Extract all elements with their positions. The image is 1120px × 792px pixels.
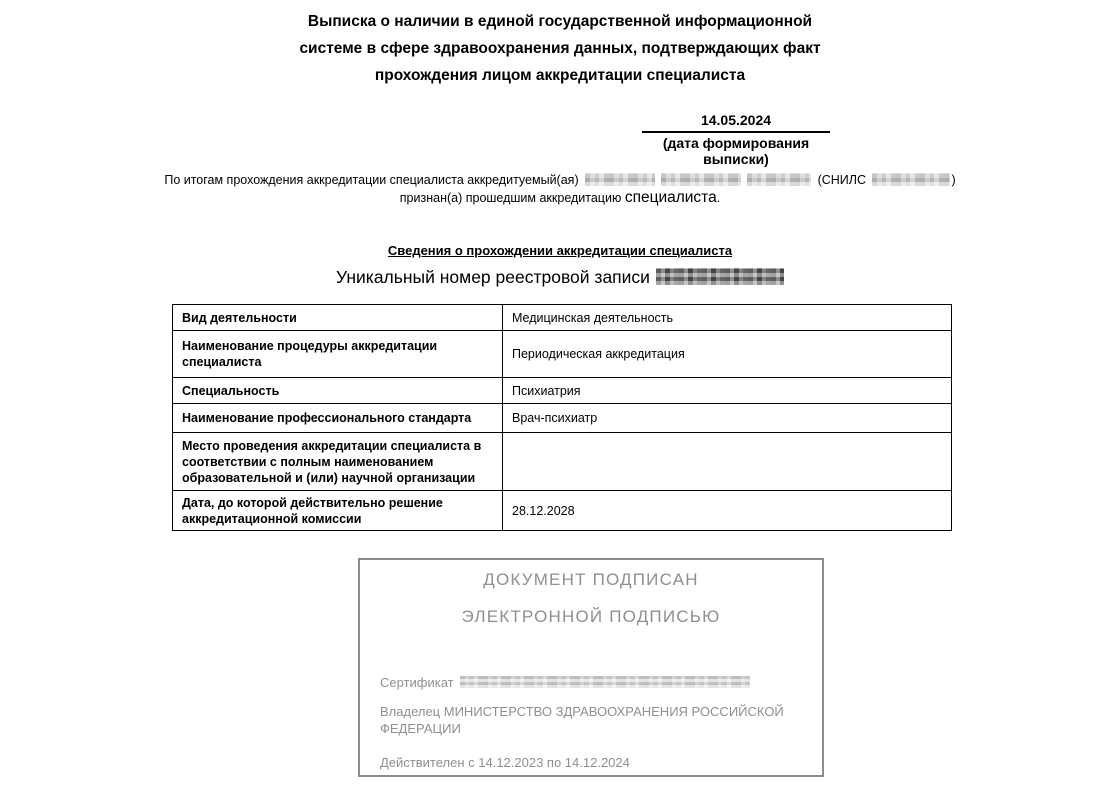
redacted-registry-number: [656, 268, 784, 285]
table-row: [173, 331, 952, 378]
intro-line1: [0, 172, 1120, 189]
signature-header-line2: ЭЛЕКТРОННОЙ ПОДПИСЬЮ: [461, 607, 721, 626]
certificate-label: Сертификат: [380, 675, 454, 690]
redacted-middle-name: [661, 173, 741, 186]
field-label: Дата, до которой действительно решение аккредитационной комиссии: [173, 491, 503, 531]
snils-close-paren: ): [951, 173, 956, 187]
field-value: [503, 433, 952, 491]
signature-header-line1: ДОКУМЕНТ ПОДПИСАН: [483, 570, 699, 589]
certificate-owner: Владелец МИНИСТЕРСТВО ЗДРАВООХРАНЕНИЯ РОССИЙСКОЙ ФЕДЕРАЦИИ: [380, 704, 784, 736]
field-label: Специальность: [173, 378, 503, 404]
intro-line1-text: По итогам прохождения аккредитации специалиста аккредитуемый(ая): [164, 173, 579, 187]
intro-line2-text: признан(а) прошедшим аккредитацию: [399, 191, 622, 205]
table-row: [173, 491, 952, 531]
redacted-last-name: [747, 173, 811, 186]
field-value: Психиатрия: [503, 378, 952, 404]
document-title-line3: прохождения лицом аккредитации специалиста: [374, 67, 746, 84]
table-row: [173, 404, 952, 433]
redacted-certificate-number: [460, 676, 750, 688]
intro-line2-emphasis: специалиста: [624, 189, 717, 206]
redacted-snils: [872, 173, 950, 186]
field-value: Врач-психиатр: [503, 404, 952, 433]
table-row: [173, 378, 952, 404]
extract-date-caption: (дата формирования выписки): [662, 135, 810, 167]
table-row: [173, 305, 952, 331]
electronic-signature-stamp: [358, 558, 824, 777]
field-label: Наименование процедуры аккредитации специалиста: [173, 331, 503, 378]
certificate-row: [380, 674, 802, 691]
intro-line2: [0, 189, 1120, 207]
extract-date-block: [630, 112, 842, 167]
certificate-validity: Действителен с 14.12.2023 по 14.12.2024: [380, 755, 630, 770]
field-value: 28.12.2028: [503, 491, 952, 531]
document-title: [0, 8, 1120, 89]
redacted-first-name: [585, 173, 655, 186]
snils-open-label: (СНИЛС: [817, 173, 867, 187]
registry-number-line: [0, 267, 1120, 288]
accreditation-table: [172, 304, 952, 531]
field-label: Наименование профессионального стандарта: [173, 404, 503, 433]
registry-number-label: Уникальный номер реестровой записи: [336, 267, 650, 287]
table-row: [173, 433, 952, 491]
intro-line2-period: .: [716, 191, 721, 205]
section-heading: Сведения о прохождении аккредитации специалиста: [387, 243, 733, 258]
field-label: Место проведения аккредитации специалиста в соответствии с полным наименованием образовательной и (или) научной организации: [173, 433, 503, 491]
extract-date: 14.05.2024: [642, 112, 830, 133]
field-value: Медицинская деятельность: [503, 305, 952, 331]
field-value: Периодическая аккредитация: [503, 331, 952, 378]
field-label: Вид деятельности: [173, 305, 503, 331]
intro-paragraph: [0, 172, 1120, 207]
document-title-line1: Выписка о наличии в единой государственной информационной: [307, 13, 813, 30]
document-title-line2: системе в сфере здравоохранения данных, подтверждающих факт: [299, 40, 821, 57]
